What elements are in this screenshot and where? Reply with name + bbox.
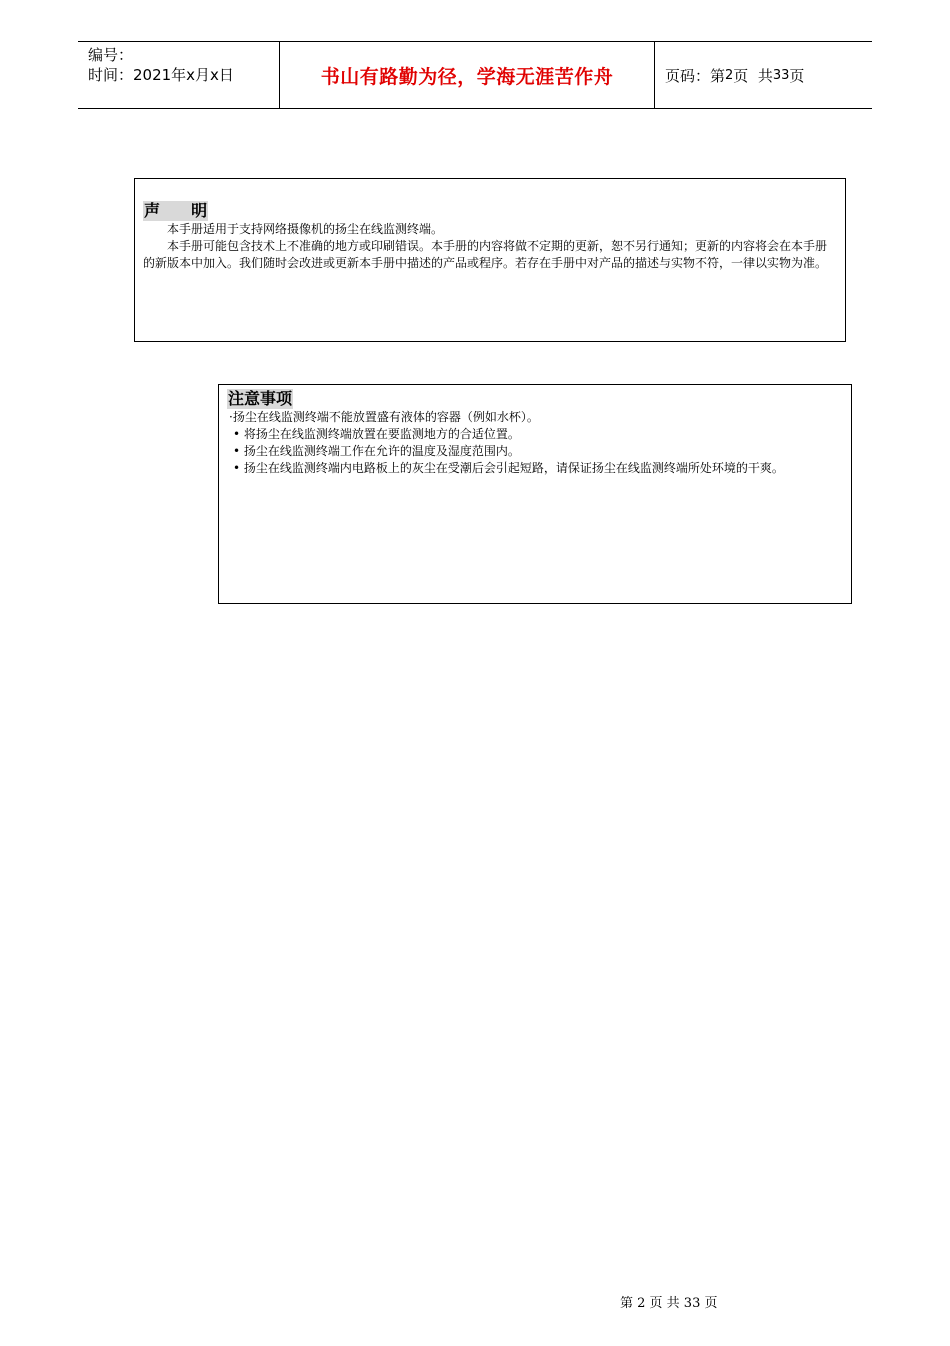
serial-number-label: 编号： [88, 46, 134, 64]
header-motto: 书山有路勤为径，学海无涯苦作舟 [280, 42, 655, 108]
page-footer: 第 2 页 共 33 页 [620, 1296, 718, 1311]
notes-item: • 扬尘在线监测终端内电路板上的灰尘在受潮后会引起短路，请保证扬尘在线监测终端所处环境的干爽。 [233, 461, 784, 475]
header-page-number [655, 42, 872, 108]
page-total: 33 [772, 67, 790, 83]
notes-item: ·扬尘在线监测终端不能放置盛有液体的容器（例如水杯）。 [229, 410, 539, 424]
statement-box [134, 178, 846, 342]
page-header [78, 41, 872, 109]
page-prefix: 页码：第 [665, 66, 726, 85]
statement-paragraph: 本手册可能包含技术上不准确的地方或印刷错误。本手册的内容将做不定期的更新，恕不另行通知；更新的内容将会在本手册的新版本中加入。我们随时会改进或更新本手册中描述的产品或程序。若存在手册中对产品的描述与实物不符，一律以实物为准。 [143, 239, 828, 270]
page-current: 2 [725, 67, 734, 83]
notes-item: • 扬尘在线监测终端工作在允许的温度及湿度范围内。 [233, 444, 520, 458]
header-info [78, 42, 280, 108]
page-mid: 页 共 [733, 66, 773, 85]
date-label: 时间：2021年x月x日 [88, 66, 234, 84]
notes-item: • 将扬尘在线监测终端放置在要监测地方的合适位置。 [233, 427, 520, 441]
statement-title: 声 明 [144, 201, 208, 220]
page-suffix: 页 [789, 66, 805, 85]
statement-paragraph: 本手册适用于支持网络摄像机的扬尘在线监测终端。 [167, 222, 444, 236]
notes-title: 注意事项 [228, 389, 293, 408]
notes-box [218, 384, 852, 604]
